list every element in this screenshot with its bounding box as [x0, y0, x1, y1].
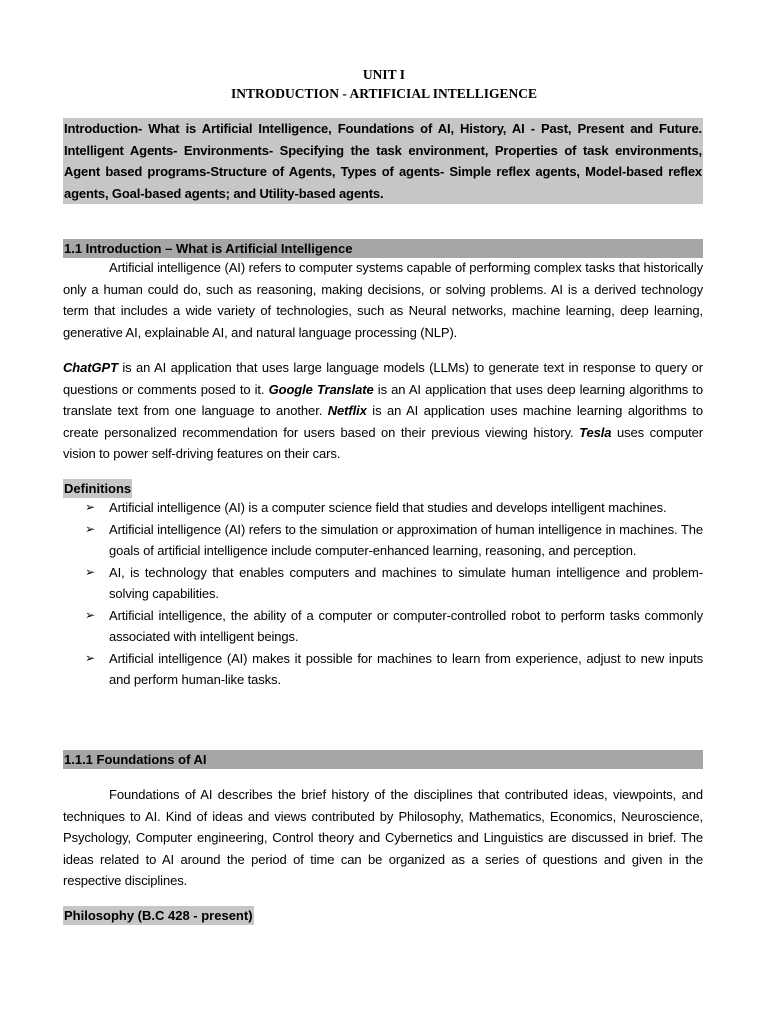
examples-paragraph — [63, 357, 703, 465]
definition-text: AI, is technology that enables computers and machines to simulate human intelligence and problem-solving capabilities. — [109, 564, 703, 601]
arrow-bullet-icon: ➢ — [85, 564, 95, 579]
arrow-bullet-icon: ➢ — [85, 607, 95, 622]
definitions-list — [63, 497, 703, 691]
section-heading-1-1-1: 1.1.1 Foundations of AI — [63, 750, 703, 769]
netflix-term: Netflix — [327, 403, 367, 418]
definition-text: Artificial intelligence (AI) is a computer science field that studies and develops intelligent machines. — [109, 500, 667, 515]
list-item — [63, 519, 703, 562]
google-translate-term: Google Translate — [268, 381, 374, 397]
chatgpt-text: is an AI application that uses large language models (LLMs) to generate text in response to query or questions or comments posed to it. — [63, 360, 703, 397]
arrow-bullet-icon: ➢ — [85, 500, 95, 514]
arrow-bullet-icon: ➢ — [85, 521, 95, 536]
tesla-term: Tesla — [579, 424, 612, 440]
definition-text: Artificial intelligence (AI) makes it possible for machines to learn from experience, adjust to new inputs and perform human-like tasks. — [109, 650, 703, 687]
unit-summary: Introduction- What is Artificial Intelligence, Foundations of AI, History, AI - Past, Present and Future. Intelligent Agents- Environments- Specifying the task environment, Properties of task environments, Agent based programs-Structure of Agents, Types of agents- Simple reflex agents, Model-based reflex agents, Goal-based agents; and Utility-based agents. — [63, 118, 703, 204]
list-item — [63, 648, 703, 691]
foundations-paragraph: Foundations of AI describes the brief history of the disciplines that contributed ideas, viewpoints, and techniques to AI. Kind of ideas and views contributed by Philosophy, Mathematics, Economics, Neuroscience, Psychology, Computer engineering, Control theory and Cybernetics and Linguistics are discussed in brief. The ideas related to AI around the period of time can be organized as a series of questions and given in the respective disciplines. — [63, 787, 703, 888]
page-title: INTRODUCTION - ARTIFICIAL INTELLIGENCE — [231, 86, 537, 101]
definitions-heading: Definitions — [64, 481, 132, 496]
definition-text: Artificial intelligence (AI) refers to the simulation or approximation of human intelligence in machines. The goals of artificial intelligence include computer-enhanced learning, reasoning, and perception. — [109, 521, 703, 558]
list-item — [63, 562, 703, 605]
arrow-bullet-icon: ➢ — [85, 650, 95, 665]
chatgpt-term: ChatGPT — [63, 360, 118, 375]
list-item — [63, 497, 703, 519]
section-heading-1-1: 1.1 Introduction – What is Artificial Intelligence — [63, 239, 703, 258]
intro-paragraph: Artificial intelligence (AI) refers to computer systems capable of performing complex tasks that historically only a human could do, such as reasoning, making decisions, or solving problems. AI is a derived technology term that includes a wide variety of technologies, such as Neural networks, machine learning, deep learning, generative AI, explainable AI, and natural language processing (NLP). — [63, 260, 703, 340]
list-item — [63, 605, 703, 648]
definition-text: Artificial intelligence, the ability of a computer or computer-controlled robot to perform tasks commonly associated with intelligent beings. — [109, 607, 703, 644]
unit-label: UNIT I — [362, 67, 406, 82]
google-translate-text: is an AI application that uses deep learning algorithms to translate text from one language to another. — [63, 381, 704, 418]
tesla-text: uses computer vision to power self-driving features on their cars. — [63, 424, 703, 461]
netflix-text: is an AI application uses machine learning algorithms to create personalized recommendation for users based on their previous viewing history. — [63, 403, 703, 440]
philosophy-heading: Philosophy (B.C 428 - present) — [64, 908, 253, 923]
